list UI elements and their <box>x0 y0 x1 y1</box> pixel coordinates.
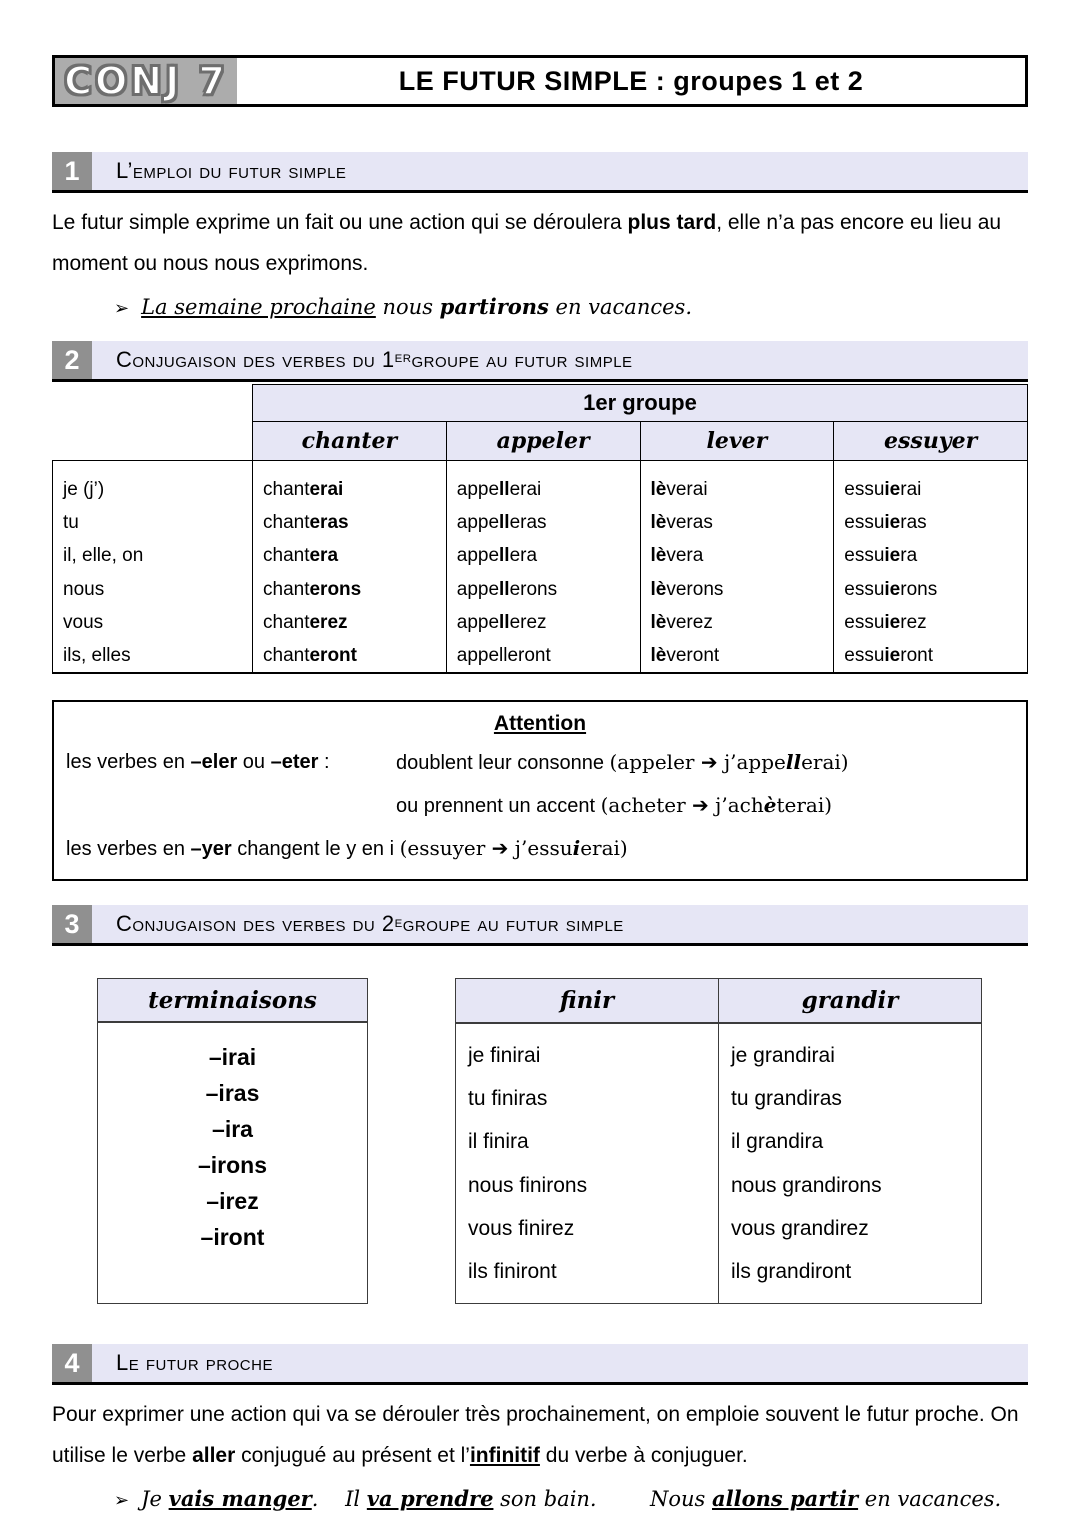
group1-conjugation-table <box>52 384 1028 674</box>
worksheet-header <box>52 55 1028 107</box>
conjugation-form: lèverez <box>650 611 713 633</box>
pronoun: tu <box>63 512 79 534</box>
conjugated-form: vous grandirez <box>731 1216 869 1240</box>
right-arrow-icon: ➔ <box>700 750 718 775</box>
ending-item: –ira <box>212 1116 253 1143</box>
empty-cell <box>53 385 253 422</box>
conjugation-form: lèvera <box>650 545 704 567</box>
conjugation-form: chanteras <box>263 512 349 534</box>
pronoun-cell <box>53 461 253 674</box>
group2-verbs-table <box>455 978 982 1304</box>
conjugated-form: je grandirai <box>731 1043 835 1067</box>
section-4-number: 4 <box>52 1344 92 1382</box>
conjugated-form: je finirai <box>468 1043 541 1067</box>
lever-forms-cell <box>640 461 834 674</box>
right-arrow-icon: ➔ <box>692 793 709 818</box>
section-1-title: L’emploi du futur simple <box>116 158 347 183</box>
conjugation-form: essuiera <box>844 545 918 567</box>
empty-spacer <box>66 790 396 822</box>
terminaisons-header: terminaisons <box>98 979 368 1023</box>
conjugated-form: vous finirez <box>468 1216 575 1240</box>
conjugated-form: il grandira <box>731 1130 824 1154</box>
conjugation-form: appelleront <box>456 644 551 666</box>
arrow-bullet-icon: ➢ <box>114 1490 130 1512</box>
appeler-forms-cell <box>446 461 640 674</box>
page-title: LE FUTUR SIMPLE : groupes 1 et 2 <box>398 65 864 96</box>
ending-item: –irai <box>208 1044 257 1071</box>
conjugation-form: appellera <box>456 545 538 567</box>
conjugation-form: appellerez <box>456 611 547 633</box>
rule-1-explanation: doublent leur consonne (appeler ➔ j’appellerai) <box>396 750 849 775</box>
conjugation-body-row <box>53 461 1028 674</box>
verb-header-finir: finir <box>456 979 719 1023</box>
verb-header-row <box>53 422 1028 461</box>
empty-cell <box>53 422 253 461</box>
verb-header-essuyer: essuyer <box>834 422 1028 461</box>
section-3-bar <box>52 905 1028 946</box>
group-header-row <box>53 385 1028 422</box>
badge-label: CONJ 7 <box>64 59 228 103</box>
verb-header-appeler: appeler <box>446 422 640 461</box>
conjugation-form: essuierai <box>844 479 922 500</box>
conjugation-form: lèveras <box>650 512 713 534</box>
section-4-title: Le futur proche <box>116 1350 273 1376</box>
attention-rule-1b <box>66 790 1014 822</box>
conjugation-form: essuierez <box>844 611 927 633</box>
ending-item: –iront <box>200 1224 265 1251</box>
essuyer-forms-cell <box>834 461 1028 674</box>
conjugation-form: lèverons <box>650 578 724 600</box>
conjugated-form: tu grandiras <box>731 1087 842 1111</box>
conjugated-form: tu finiras <box>468 1087 548 1111</box>
section-4-bar <box>52 1344 1028 1385</box>
conjugated-form: ils grandiront <box>731 1259 852 1283</box>
conjugation-form: chanterons <box>263 578 362 600</box>
conjugation-form: appellerai <box>456 479 542 500</box>
conjugation-form: chanterez <box>263 611 348 633</box>
terminaisons-header-row <box>98 979 368 1023</box>
section-2-number: 2 <box>52 341 92 379</box>
section-2-title: Conjugaison des verbes du 1 $^{ER}$ groupe au futur simple <box>116 347 633 372</box>
conjugated-form: nous finirons <box>468 1173 588 1197</box>
conjugation-form: appelleras <box>456 512 547 534</box>
group2-header-row <box>456 979 982 1023</box>
group2-tables <box>52 978 1028 1304</box>
conjugation-form: chanterai <box>263 479 344 500</box>
attention-title <box>66 712 1014 736</box>
rule-1-subject: les verbes en –eler ou –eter : <box>66 751 330 774</box>
arrow-bullet-icon: ➢ <box>114 298 130 319</box>
ending-item: –irez <box>206 1188 259 1215</box>
terminaisons-cell <box>98 1022 368 1304</box>
conjugated-form: ils finiront <box>468 1259 557 1283</box>
pronoun: ils, elles <box>63 644 131 666</box>
conjugation-form: lèverai <box>650 479 708 500</box>
group-header-cell: 1er groupe <box>253 385 1028 422</box>
finir-forms-cell <box>456 1023 719 1304</box>
conjugation-form: appellerons <box>456 578 558 600</box>
section-4-paragraph: Pour exprimer une action qui va se dérouler très prochainement, on emploie souvent le futur proche. On utilise le verbe aller conjugué au présent et l’infinitif du verbe à conjuguer. <box>52 1403 1019 1468</box>
section-1-paragraph: Le futur simple exprime un fait ou une action qui se déroulera plus tard, elle n’a pas encore eu lieu au moment ou nous nous exprimons. <box>52 211 1002 275</box>
verb-header-chanter: chanter <box>253 422 447 461</box>
conjugation-form: essuierons <box>844 578 938 600</box>
pronoun: il, elle, on <box>63 545 144 567</box>
grandir-forms-cell <box>719 1023 982 1304</box>
group2-body-row <box>456 1023 982 1304</box>
ending-item: –irons <box>197 1152 268 1179</box>
verb-header-grandir: grandir <box>719 979 982 1023</box>
section-3-number: 3 <box>52 905 92 943</box>
pronoun: nous <box>63 578 105 600</box>
ending-item: –iras <box>205 1080 260 1107</box>
conjugation-form: essuieras <box>844 512 927 534</box>
right-arrow-icon: ➔ <box>491 836 509 861</box>
section-1-example <box>114 294 1028 319</box>
terminaisons-table <box>97 978 368 1304</box>
example-sentence: La semaine prochaine nous partirons en vacances. <box>141 294 692 319</box>
conjugation-form: lèveront <box>650 644 720 666</box>
conjugation-form: chantera <box>263 545 339 567</box>
attention-rule-1 <box>66 747 1014 779</box>
pronoun: je (j’) <box>63 479 105 500</box>
attention-rule-2 <box>66 833 1014 865</box>
section-1-bar <box>52 152 1028 193</box>
conj-badge <box>55 58 237 104</box>
verb-header-lever: lever <box>640 422 834 461</box>
rule-2-text: les verbes en –yer changent le y en i (essuyer ➔ j’essuierai) <box>66 836 628 861</box>
conjugated-form: nous grandirons <box>731 1173 882 1197</box>
section-3-title: Conjugaison des verbes du 2 $^E$ groupe au futur simple <box>116 911 624 937</box>
chanter-forms-cell <box>253 461 447 674</box>
section-2-bar <box>52 341 1028 382</box>
section-4-example <box>114 1486 1028 1511</box>
rule-1b-explanation: ou prennent un accent (acheter ➔ j’achèterai) <box>396 793 833 818</box>
attention-title-text: Attention <box>493 712 587 736</box>
conjugated-form: il finira <box>468 1130 529 1154</box>
terminaisons-body-row <box>98 1022 368 1304</box>
conjugation-form: chanteront <box>263 644 357 666</box>
section-1-number: 1 <box>52 152 92 190</box>
conjugation-form: essuieront <box>844 644 933 666</box>
attention-box <box>52 700 1028 881</box>
pronoun: vous <box>63 611 104 633</box>
example-sentences: Je vais manger. Il va prendre son bain. Nous allons partir en vacances. <box>141 1486 1002 1512</box>
